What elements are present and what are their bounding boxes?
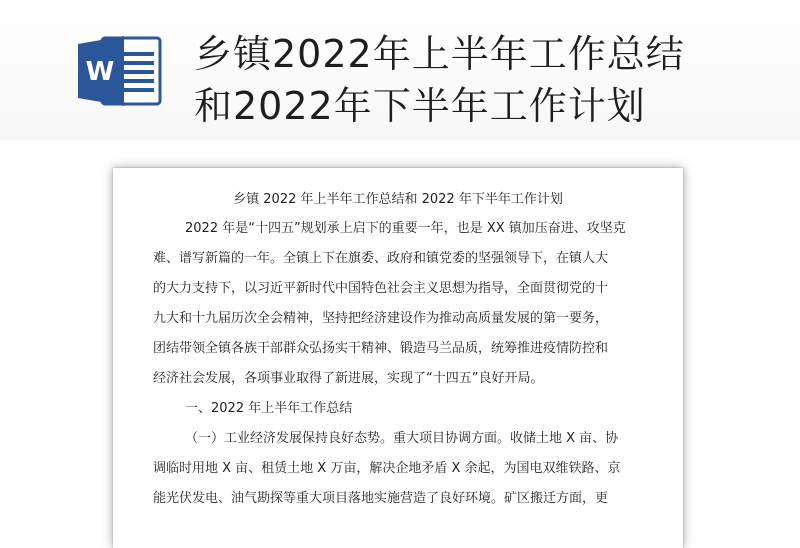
body-line: 难、谱写新篇的一年。全镇上下在旗委、政府和镇党委的坚强领导下，在镇人大 (153, 251, 609, 266)
body-line: 调临时用地 X 亩、租赁土地 X 万亩，解决企地矛盾 X 余起，为国电双维铁路、京 (153, 461, 621, 476)
section-heading-text: 一、2022 年上半年工作总结 (185, 401, 353, 416)
body-line: 九大和十九届历次全会精神，坚持把经济建设作为推动高质量发展的第一要务， (153, 311, 609, 326)
heading-line-1: 乡镇2022年上半年工作总结 (194, 32, 685, 76)
body-line: 2022 年是“十四五”规划承上启下的重要一年，也是 XX 镇加压奋进、攻坚克 (185, 221, 626, 236)
body-line: 团结带领全镇各族干部群众弘扬实干精神、锻造马兰品质，统筹推进疫情防控和 (153, 341, 609, 356)
body-line: 能光伏发电、油气勘探等重大项目落地实施营造了良好环境。矿区搬迁方面，更 (153, 491, 609, 506)
document-page (113, 168, 683, 548)
heading-line-2: 和2022年下半年工作计划 (194, 84, 646, 128)
section-heading (153, 394, 653, 424)
body-line: 的大力支持下，以习近平新时代中国特色社会主义思想为指导，全面贯彻党的十 (153, 281, 609, 296)
intro-paragraph (153, 214, 653, 394)
page-title: 乡镇 2022 年上半年工作总结和 2022 年下半年工作计划 (233, 192, 563, 207)
word-document-icon[interactable] (76, 34, 164, 108)
body-line: 经济社会发展，各项事业取得了新进展，实现了“十四五”良好开局。 (153, 371, 544, 386)
subsection-paragraph (153, 424, 653, 514)
word-logo-letter: W (85, 57, 115, 87)
document-heading (194, 28, 754, 132)
body-line: （一）工业经济发展保持良好态势。重大项目协调方面。收储土地 X 亩、协 (185, 431, 619, 446)
